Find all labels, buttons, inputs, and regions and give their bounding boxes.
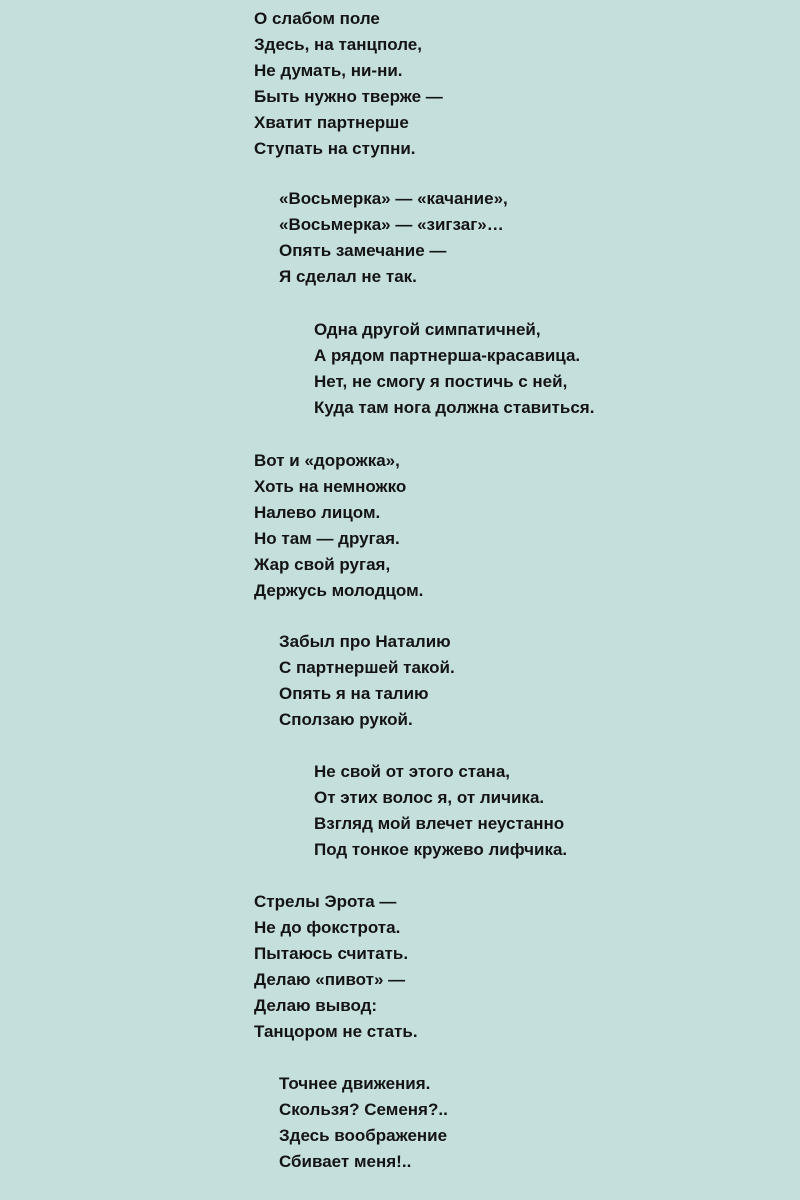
poem-line: Опять я на талию — [279, 684, 429, 703]
poem-line: Я сделал не так. — [279, 267, 417, 286]
stanza-1 — [254, 6, 443, 162]
poem-line: Пытаюсь считать. — [254, 944, 409, 963]
poem-line: Хватит партнерше — [254, 113, 409, 132]
poem-line: Нет, не смогу я постичь с ней, — [314, 372, 568, 391]
poem-line: Сползаю рукой. — [279, 710, 413, 729]
poem-line: Жар свой ругая, — [254, 555, 391, 574]
poem-line: Забыл про Наталию — [279, 632, 451, 651]
poem-line: Скользя? Семеня?.. — [279, 1100, 448, 1119]
poem-line: Одна другой симпатичней, — [314, 320, 541, 339]
poem-line: Вот и «дорожка», — [254, 451, 400, 470]
poem-line: Под тонкое кружево лифчика. — [314, 840, 568, 859]
stanza-7 — [254, 889, 418, 1045]
stanza-2 — [279, 186, 508, 290]
poem-line: Не думать, ни-ни. — [254, 61, 403, 80]
poem-line: Куда там нога должна ставиться. — [314, 398, 595, 417]
poem-line: С партнершей такой. — [279, 658, 455, 677]
poem-line: Делаю вывод: — [254, 996, 378, 1015]
poem-line: Танцором не стать. — [254, 1022, 418, 1041]
poem-line: О слабом поле — [254, 9, 380, 28]
poem-line: Но там — другая. — [254, 529, 400, 548]
poem-line: Делаю «пивот» — — [254, 970, 406, 989]
poem-line: Стрелы Эрота — — [254, 892, 397, 911]
poem-line: Сбивает меня!.. — [279, 1152, 412, 1171]
poem-line: «Восьмерка» — «качание», — [279, 189, 508, 208]
poem-line: Не свой от этого стана, — [314, 762, 510, 781]
poem-line: Опять замечание — — [279, 241, 447, 260]
poem-line: Взгляд мой влечет неустанно — [314, 814, 565, 833]
stanza-3 — [314, 317, 594, 421]
poem-line: «Восьмерка» — «зигзаг»… — [279, 215, 504, 234]
poem-line: Здесь, на танцполе, — [254, 35, 422, 54]
poem-line: А рядом партнерша-красавица. — [314, 346, 581, 365]
poem-line: Здесь воображение — [279, 1126, 448, 1145]
poem-line: Налево лицом. — [254, 503, 381, 522]
poem-line: От этих волос я, от личика. — [314, 788, 545, 807]
stanza-8 — [279, 1071, 448, 1175]
poem-line: Быть нужно тверже — — [254, 87, 443, 106]
poem-line: Не до фокстрота. — [254, 918, 401, 937]
poem-line: Держусь молодцом. — [254, 581, 424, 600]
stanza-5 — [279, 629, 455, 733]
poem-line: Ступать на ступни. — [254, 139, 416, 158]
poem-line: Точнее движения. — [279, 1074, 431, 1093]
poem-line: Хоть на немножко — [254, 477, 407, 496]
stanza-6 — [314, 759, 567, 863]
stanza-4 — [254, 448, 423, 604]
